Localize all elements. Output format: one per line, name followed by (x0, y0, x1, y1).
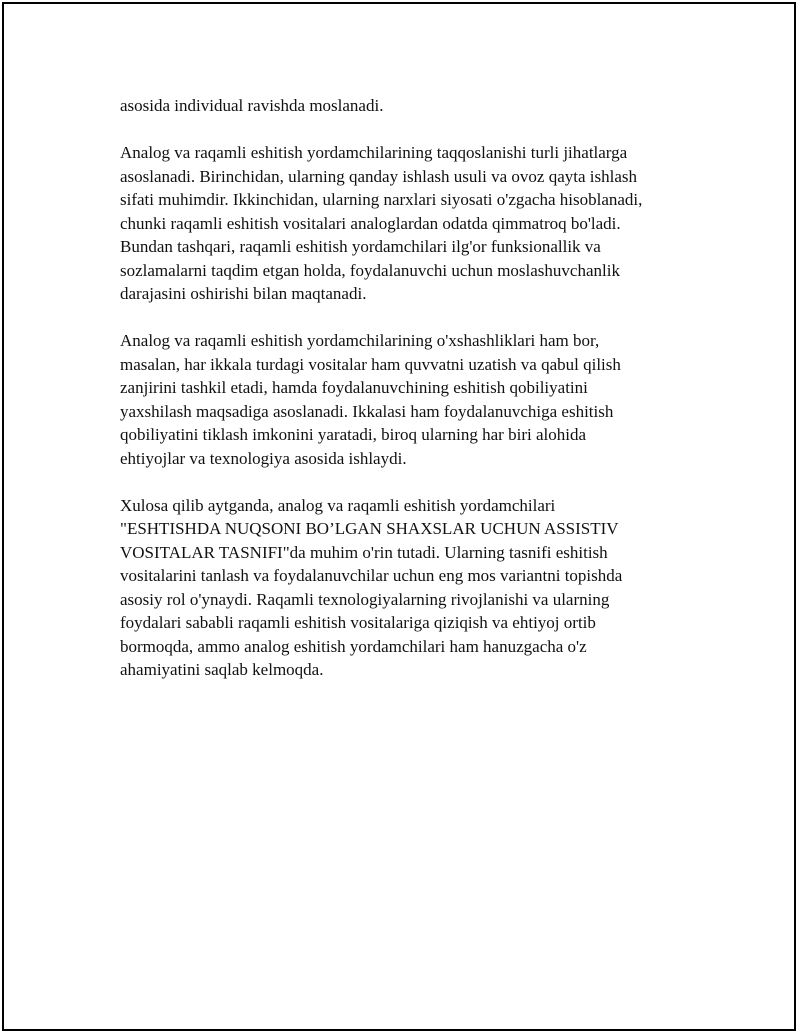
paragraph-conclusion: Xulosa qilib aytganda, analog va raqamli eshitish yordamchilari "ESHTISHDA NUQSONI BO’LGAN SHAXSLAR UCHUN ASSISTIV VOSITALAR TASNIFI"da muhim o'rin tutadi. Ularning tasnifi eshitish vositalarini tanlash va foydalanuvchilar uchun eng mos variantni topishda asosiy rol o'ynaydi. Raqamli texnologiyalarning rivojlanishi va ularning foydalari sababli raqamli eshitish vositalariga qiziqish va ehtiyoj ortib bormoqda, ammo analog eshitish yordamchilari ham hanuzgacha o'z ahamiyatini saqlab kelmoqda. (120, 495, 623, 679)
document-page (2, 2, 796, 1031)
document-body (120, 94, 695, 705)
paragraph-similarities: Analog va raqamli eshitish yordamchilarining o'xshashliklari ham bor, masalan, har ikkala turdagi vositalar ham quvvatni uzatish va qabul qilish zanjirini tashkil etadi, hamda foydalanuvchining eshitish qobiliyatini yaxshilash maqsadiga asoslanadi. Ikkalasi ham foydalanuvchiga eshitish qobiliyatini tiklash imkonini yaratadi, biroq ularning har biri alohida ehtiyojlar va texnologiya asosida ishlaydi. (120, 331, 621, 468)
paragraph-comparison: Analog va raqamli eshitish yordamchilarining taqqoslanishi turli jihatlarga asoslanadi. Birinchidan, ularning qanday ishlash usuli va ovoz qayta ishlash sifati muhimdir. Ikkinchidan, ularning narxlari siyosati o'zgacha hisoblanadi, chunki raqamli eshitish vositalari analoglardan odatda qimmatroq bo'ladi. Bundan tashqari, raqamli eshitish yordamchilari ilg'or funksionallik va sozlamalarni taqdim etgan holda, foydalanuvchi uchun moslashuvchanlik darajasini oshirishi bilan maqtanadi. (120, 143, 643, 303)
paragraph-continuation: asosida individual ravishda moslanadi. (120, 96, 384, 115)
